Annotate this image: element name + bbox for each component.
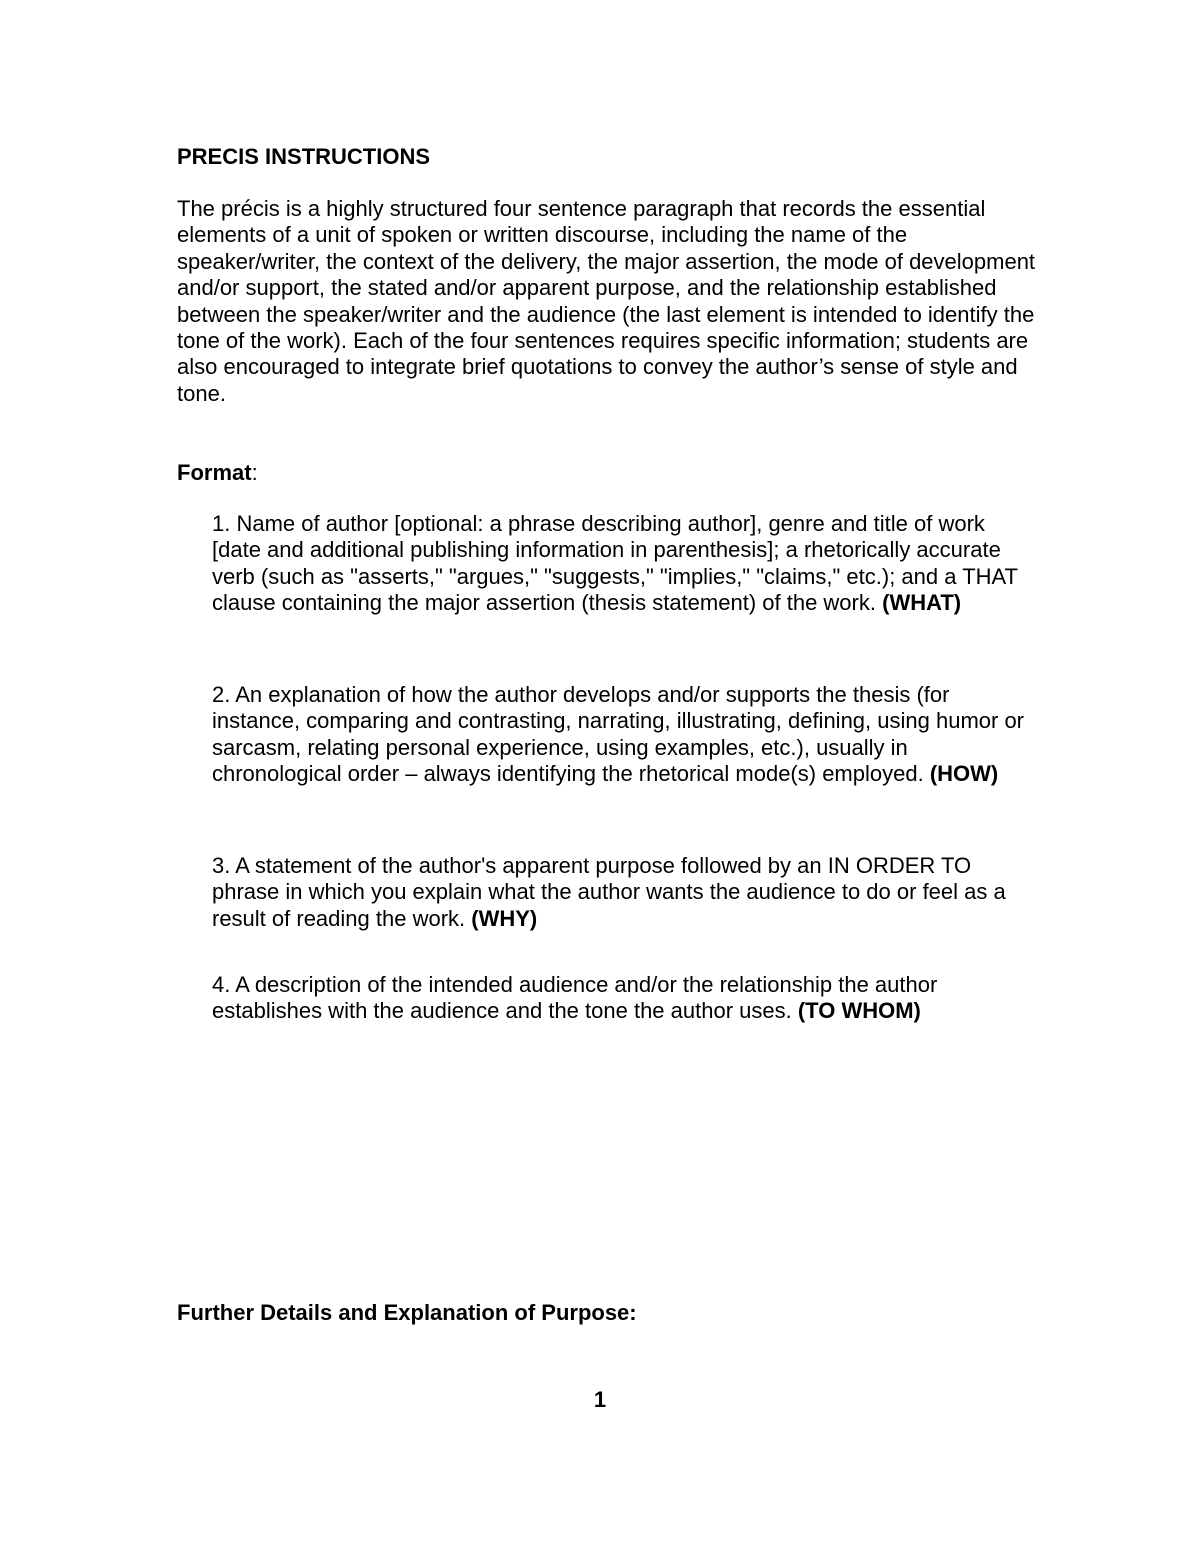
format-item-tag: (WHAT) xyxy=(882,590,962,616)
format-item-tag: (WHY) xyxy=(471,905,538,931)
page-title: PRECIS INSTRUCTIONS xyxy=(177,144,431,169)
page-number: 1 xyxy=(593,1387,607,1412)
format-item-text: 4. A description of the intended audience and/or the relationship the author establishes with the audience and the tone the author uses. xyxy=(212,972,938,1024)
format-item-1 xyxy=(212,511,1032,617)
format-item-text: 2. An explanation of how the author develops and/or supports the thesis (for instance, comparing and contrasting, narrating, illustrating, defining, using humor or sarcasm, relating personal experience, using examples, etc.), usually in chronological order – always identifying the rhetorical mode(s) employed. xyxy=(212,682,1025,787)
format-label: Format xyxy=(177,460,252,485)
format-item-text: 3. A statement of the author's apparent purpose followed by an IN ORDER TO phrase in which you explain what the author wants the audience to do or feel as a result of reading the work. xyxy=(212,853,1006,931)
format-item-tag: (TO WHOM) xyxy=(797,998,921,1024)
format-item-4 xyxy=(212,972,1032,1025)
format-item-2 xyxy=(212,682,1032,788)
format-item-3 xyxy=(212,853,1032,932)
format-item-tag: (HOW) xyxy=(929,761,999,787)
intro-paragraph: The précis is a highly structured four sentence paragraph that records the essential elements of a unit of spoken or written discourse, including the name of the speaker/writer, the context of the delivery, the major assertion, the mode of development and/or support, the stated and/or apparent purpose, and the relationship established between the speaker/writer and the audience (the last element is intended to identify the tone of the work). Each of the four sentences requires specific information; students are also encouraged to integrate brief quotations to convey the author’s sense of style and tone. xyxy=(177,196,1036,406)
format-colon: : xyxy=(251,460,258,485)
format-heading xyxy=(177,460,258,486)
format-item-text: 1. Name of author [optional: a phrase describing author], genre and title of work [date and additional publishing information in parenthesis]; a rhetorically accurate verb (such as "asserts," "argues," "suggests," "implies," "claims," etc.); and a THAT clause containing the major assertion (thesis statement) of the work. xyxy=(212,511,1018,616)
further-details-heading: Further Details and Explanation of Purpose: xyxy=(177,1300,637,1325)
